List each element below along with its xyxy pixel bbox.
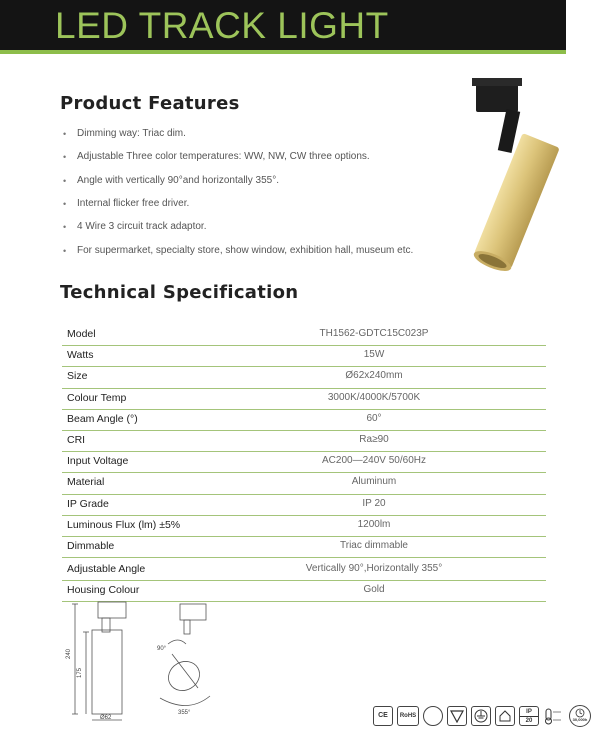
- triangle-f-icon: [447, 706, 467, 726]
- spec-row: [62, 367, 546, 388]
- dimension-drawing: [60, 598, 230, 726]
- feature-item: • Angle with vertically 90°and horizontally 355°.: [63, 175, 423, 187]
- rohs-icon: RoHS: [397, 706, 419, 726]
- feature-item: • Internal flicker free driver.: [63, 198, 423, 210]
- adaptor-top: [472, 78, 522, 86]
- feature-item: • Adjustable Three color temperatures: WW, NW, CW three options.: [63, 151, 423, 163]
- spec-value: Vertically 90°,Horizontally 355°: [305, 563, 443, 575]
- ip-rating-icon: IP 20: [519, 706, 539, 726]
- spec-key: Material: [67, 476, 105, 489]
- spec-value: TH1562-GDTC15C023P: [319, 328, 429, 339]
- ccc-icon: [423, 706, 443, 726]
- spec-value: Ø62x240mm: [345, 370, 403, 382]
- spec-row: [62, 431, 546, 452]
- spec-value: Triac dimmable: [340, 539, 408, 551]
- spec-row: [62, 473, 546, 494]
- spec-row: [62, 389, 546, 410]
- side-body: [92, 630, 122, 714]
- spec-key: Watts: [67, 349, 94, 362]
- ce-icon: CE: [373, 706, 393, 726]
- spec-value: Ra≥90: [359, 433, 389, 445]
- angle-horizontal-label: 355°: [178, 710, 191, 716]
- product-image: [448, 78, 568, 278]
- side-adaptor: [98, 602, 126, 618]
- spec-row: [62, 410, 546, 431]
- page-title: LED TRACK LIGHT: [55, 5, 389, 46]
- dim-total-label: 240: [66, 648, 72, 660]
- feature-item: • 4 Wire 3 circuit track adaptor.: [63, 221, 423, 233]
- dim-body-label: 175: [77, 667, 83, 679]
- spec-heading: Technical Specification: [60, 282, 299, 303]
- spec-row: [62, 346, 546, 367]
- spec-value: IP 20: [362, 497, 386, 509]
- spec-key: Size: [67, 370, 88, 383]
- spec-row: [62, 516, 546, 537]
- spec-value: Gold: [363, 584, 385, 596]
- indoor-use-icon: [495, 706, 515, 726]
- track-adaptor: [476, 82, 518, 112]
- feature-item: • For supermarket, specialty store, show window, exhibition hall, museum etc.: [63, 245, 417, 257]
- spec-row: [62, 558, 546, 581]
- angle-view-adaptor: [180, 604, 206, 620]
- header-banner: [0, 0, 566, 50]
- certification-icons: [373, 706, 595, 728]
- temperature-icon: [543, 706, 563, 726]
- spec-value: 15W: [363, 349, 385, 361]
- lamp-body: [474, 133, 560, 269]
- spec-key: Housing Colour: [67, 584, 140, 597]
- spec-value: 60°: [366, 412, 382, 424]
- angle-view-body: [163, 656, 205, 696]
- spec-key: Dimmable: [67, 539, 115, 552]
- dim-diameter-label: Ø62: [100, 715, 112, 721]
- spec-row: [62, 495, 546, 516]
- spec-key: Input Voltage: [67, 455, 129, 468]
- spec-key: Beam Angle (°): [67, 412, 138, 425]
- features-heading: Product Features: [60, 93, 240, 114]
- lifetime-icon: 30,000h: [569, 705, 591, 727]
- spec-key: Colour Temp: [67, 391, 127, 404]
- spec-value: 1200lm: [357, 518, 391, 530]
- adaptor-arm: [498, 109, 520, 153]
- angle-arc-horizontal: [160, 696, 210, 706]
- angle-arc-vertical: [168, 640, 186, 644]
- spec-key: Adjustable Angle: [67, 563, 146, 576]
- features-list: [63, 128, 423, 257]
- spec-key: IP Grade: [67, 497, 109, 510]
- ground-icon: [471, 706, 491, 726]
- spec-key: CRI: [67, 433, 86, 446]
- header-accent-line: [0, 50, 566, 54]
- spec-key: Model: [67, 328, 96, 340]
- spec-table: [62, 325, 546, 602]
- spec-row: [62, 452, 546, 473]
- spec-key: Luminous Flux (lm) ±5%: [67, 518, 181, 531]
- spec-value: 3000K/4000K/5700K: [327, 391, 421, 403]
- feature-item: • Dimming way: Triac dim.: [63, 128, 423, 140]
- spec-value: Aluminum: [351, 476, 397, 488]
- spec-row: [62, 537, 546, 558]
- spec-row: [62, 325, 546, 346]
- angle-vertical-label: 90°: [157, 646, 167, 652]
- spec-value: AC200—240V 50/60Hz: [322, 455, 426, 467]
